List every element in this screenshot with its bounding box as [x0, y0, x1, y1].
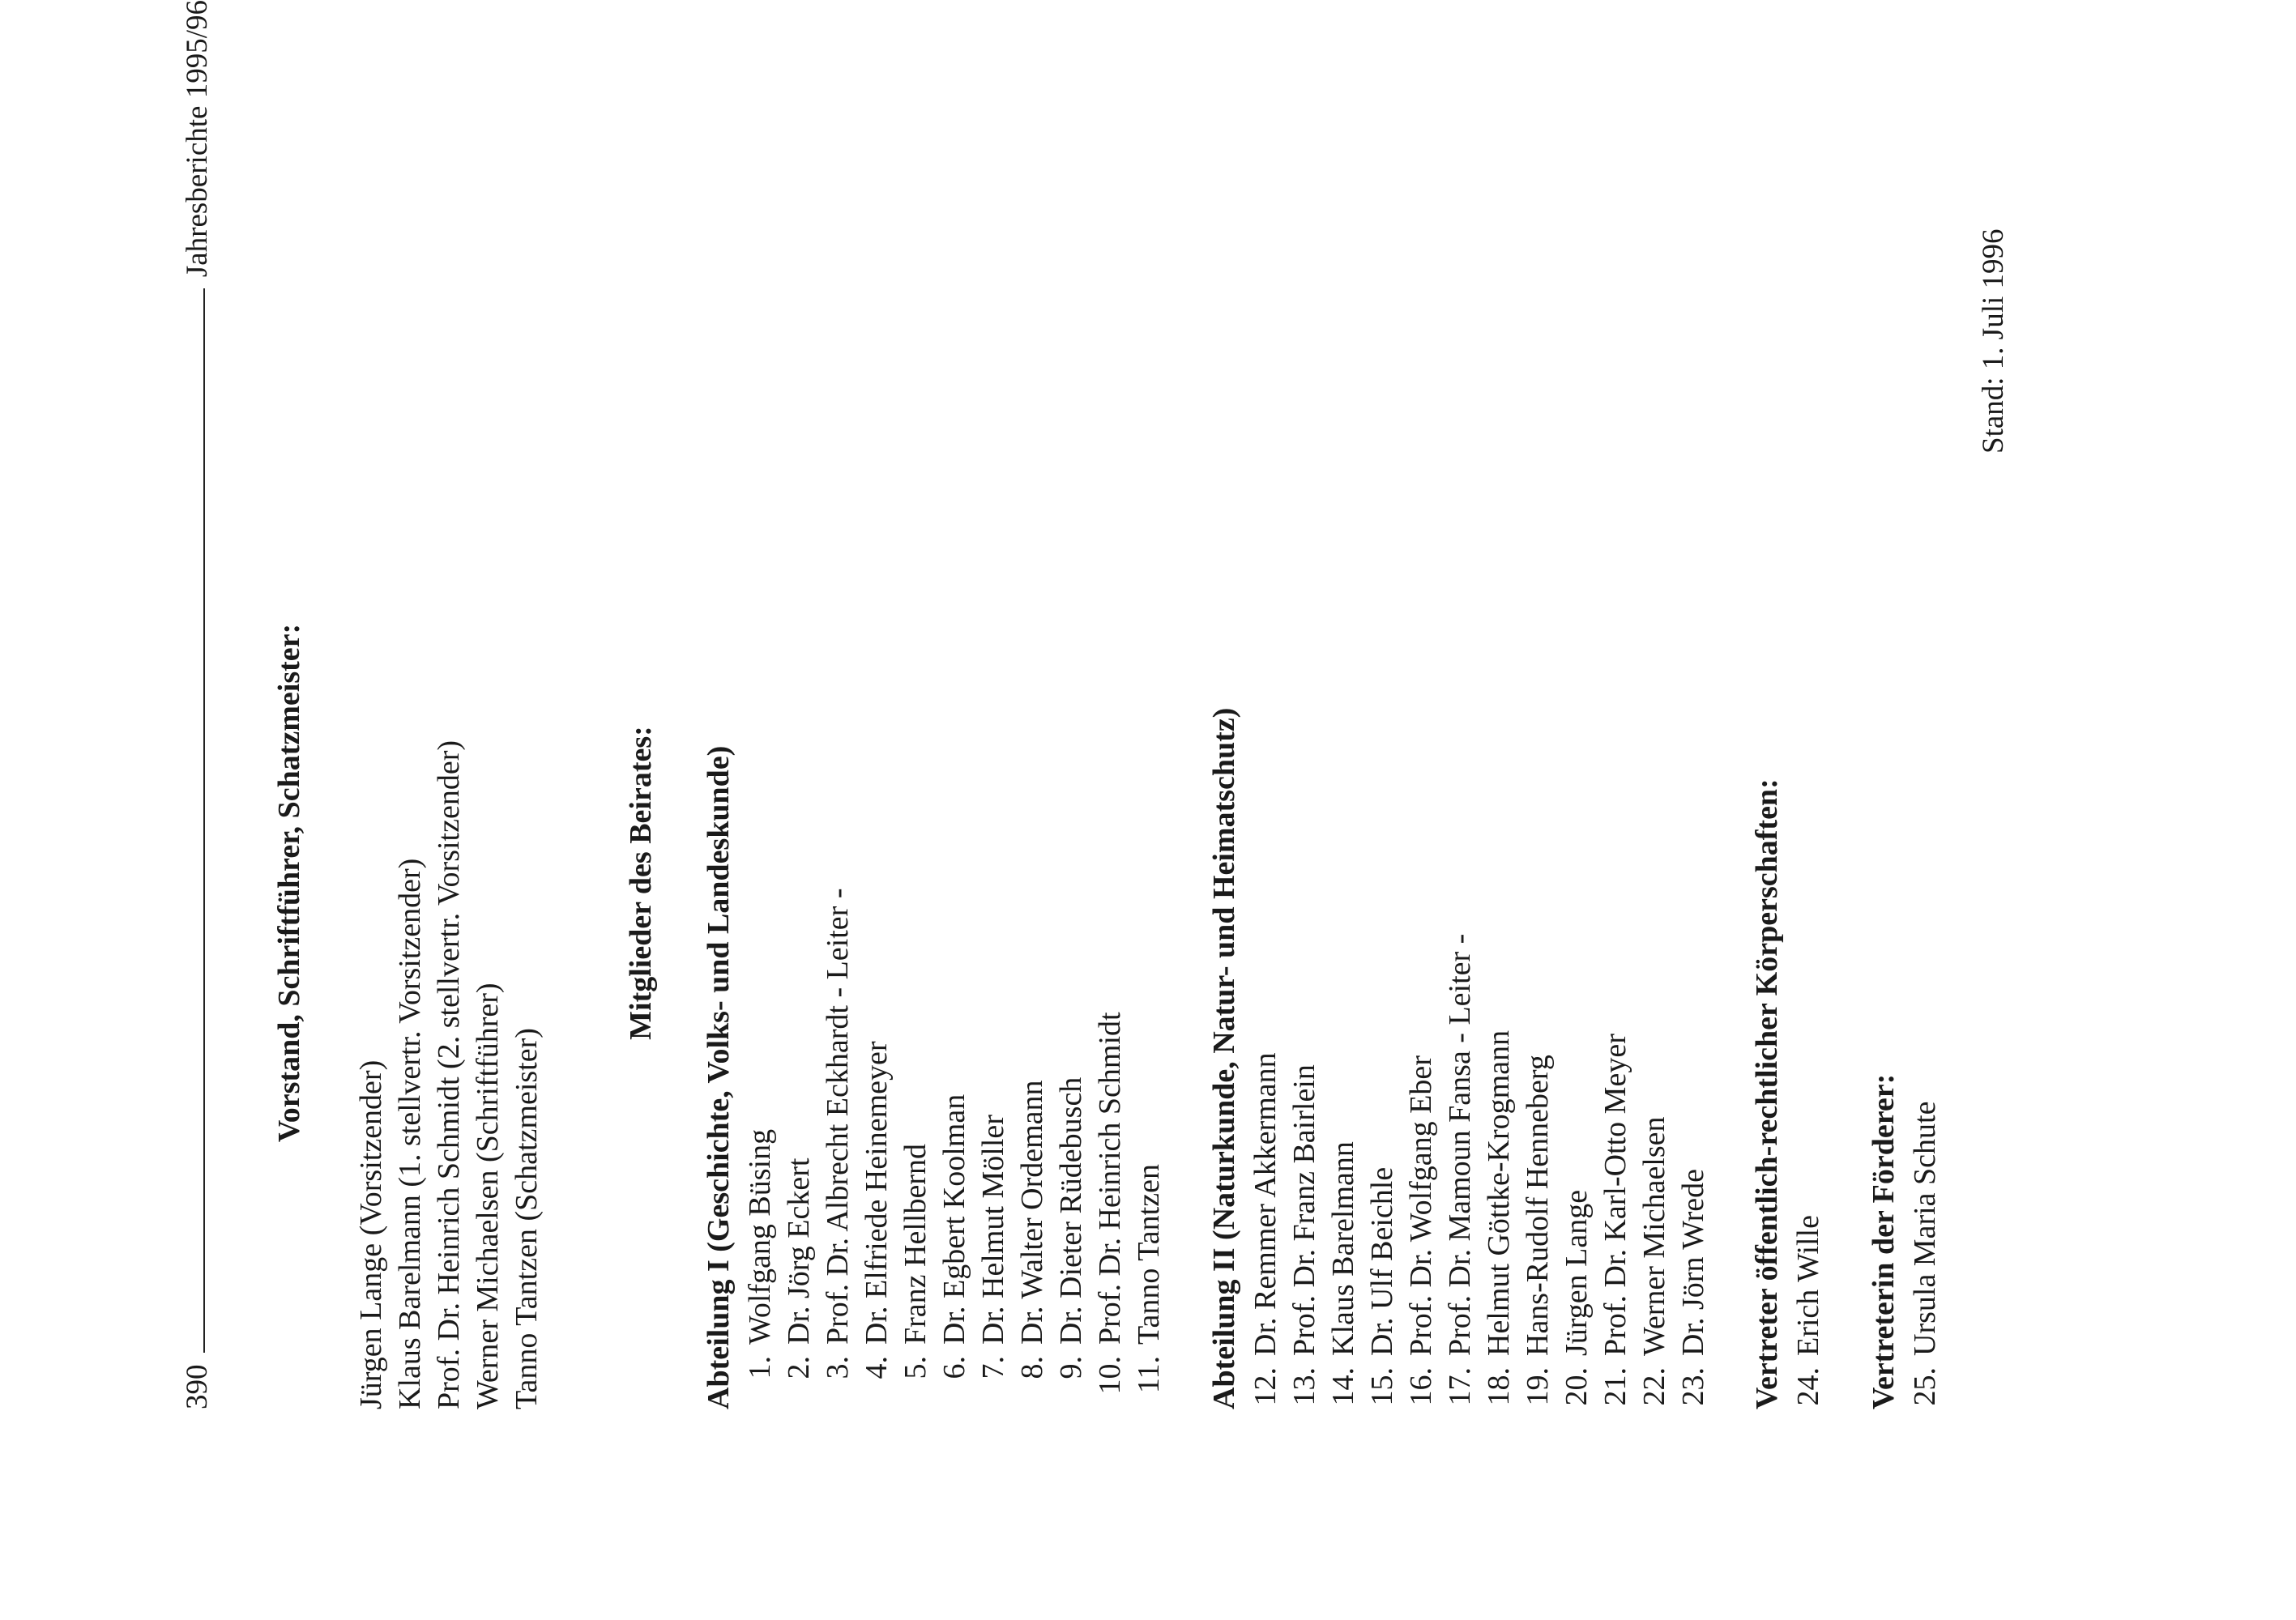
- vorstand-member: Klaus Barelmann (1. stellvertr. Vorsitzender): [393, 858, 427, 1409]
- list-item: 25. Ursula Maria Schute: [1908, 1101, 1942, 1406]
- foerderer-heading: Vertreterin der Förderer:: [1867, 1073, 1901, 1409]
- list-item: 16. Prof. Dr. Wolfgang Eber: [1404, 1055, 1438, 1406]
- page-number: 390: [181, 1364, 214, 1409]
- vorstand-heading: Vorstand, Schriftführer, Schatzmeister:: [272, 623, 306, 1143]
- list-item: 5. Franz Hellbernd: [898, 1144, 932, 1379]
- abteilung-1-list: [740, 889, 1168, 1409]
- list-item: 8. Dr. Walter Ordemann: [1015, 1080, 1049, 1379]
- abteilung-1-heading: Abteilung I (Geschichte, Volks- und Landeskunde): [702, 745, 736, 1409]
- running-header: [172, 0, 212, 1409]
- list-item: 20. Jürgen Lange: [1560, 1189, 1594, 1406]
- list-item: 1. Wolfgang Büsing: [743, 1128, 777, 1379]
- list-item: 7. Dr. Helmut Möller: [976, 1115, 1010, 1379]
- list-item: 2. Dr. Jörg Eckert: [782, 1157, 816, 1379]
- list-item: 3. Prof. Dr. Albrecht Eckhardt - Leiter -: [821, 888, 855, 1379]
- list-item: 10. Prof. Dr. Heinrich Schmidt: [1093, 1012, 1127, 1395]
- list-item: 21. Prof. Dr. Karl-Otto Meyer: [1598, 1034, 1632, 1406]
- vorstand-member: Jürgen Lange (Vorsitzender): [354, 1059, 388, 1409]
- list-item: 22. Werner Michaelsen: [1637, 1116, 1671, 1406]
- vorstand-member: Tanno Tantzen (Schatzmeister): [510, 1028, 544, 1409]
- oeffentlich-heading: Vertreter öffentlich-rechtlicher Körperschaften:: [1750, 778, 1784, 1409]
- list-item: 6. Dr. Egbert Koolman: [937, 1094, 971, 1379]
- abteilung-2-list: [1246, 934, 1713, 1409]
- running-title: Jahresberichte 1995/96: [181, 0, 214, 278]
- list-item: 13. Prof. Dr. Franz Bairlein: [1287, 1064, 1321, 1406]
- stand-date: Stand: 1. Juli 1996: [1977, 228, 2010, 454]
- list-item: 14. Klaus Barelmann: [1326, 1141, 1360, 1406]
- vorstand-member: Prof. Dr. Heinrich Schmidt (2. stellvertr. Vorsitzender): [432, 740, 466, 1409]
- list-item: 18. Helmut Göttke-Krogmann: [1482, 1030, 1516, 1406]
- list-item: 12. Dr. Remmer Akkermann: [1248, 1052, 1282, 1406]
- list-item: 24. Erich Wille: [1791, 1215, 1825, 1406]
- vorstand-member: Werner Michaelsen (Schriftführer): [471, 983, 505, 1409]
- list-item: 15. Dr. Ulf Beichle: [1365, 1166, 1399, 1406]
- list-item: 17. Prof. Dr. Mamoun Fansa - Leiter -: [1443, 933, 1477, 1406]
- list-item: 23. Dr. Jörn Wrede: [1676, 1169, 1710, 1406]
- list-item: 4. Dr. Elfriede Heinemeyer: [860, 1041, 894, 1379]
- list-item: 9. Dr. Dieter Rüdebusch: [1054, 1076, 1088, 1379]
- list-item: 11. Tanno Tantzen: [1132, 1164, 1166, 1394]
- header-rule: [203, 288, 205, 1353]
- vorstand-list: [352, 740, 546, 1409]
- oeffentlich-list: [1789, 1215, 1828, 1409]
- list-item: 19. Hans-Rudolf Henneberg: [1521, 1055, 1555, 1406]
- foerderer-list: [1906, 1102, 1944, 1409]
- abteilung-2-heading: Abteilung II (Naturkunde, Natur- und Heimatschutz): [1207, 707, 1241, 1409]
- beirat-heading: Mitglieder des Beirates:: [624, 726, 658, 1040]
